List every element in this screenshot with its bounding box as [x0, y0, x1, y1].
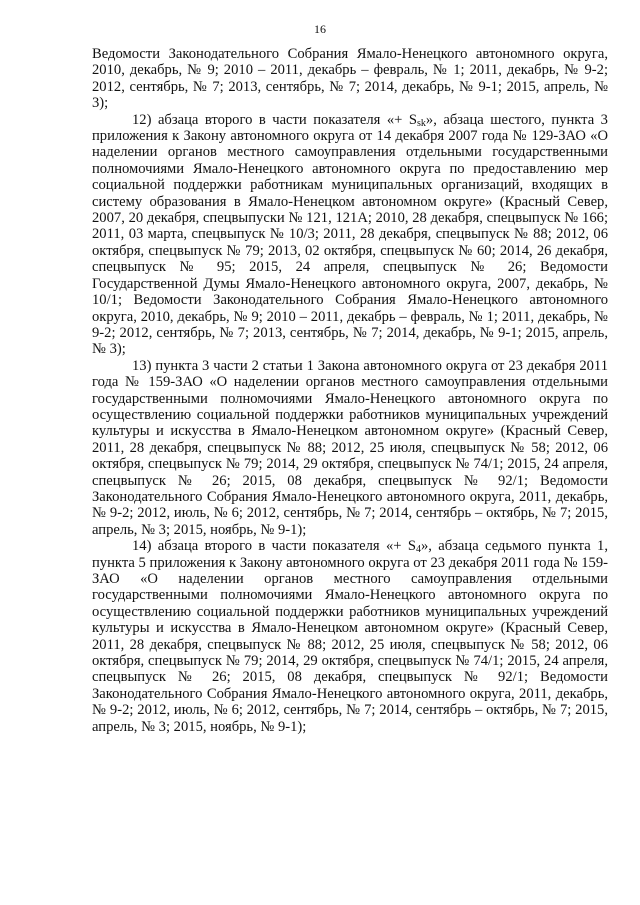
item-14-text-rest: », абзаца седьмого пункта 1, пункта 5 приложения к Закону автономного округа от 23 декабря 2011 года № 159-ЗАО «О наделении органов местного самоуправления отдельными государственными полномочиями Ямало-Ненецкого автономного округа по осуществлению социальной поддержки работников муниципальных учреждений культуры и искусства в Ямало-Ненецком автономном округе» (Красный Север, 2011, 28 декабря, спецвыпуск № 88; 2012, 25 июля, спецвыпуск № 58; 2012, 06 октября, спецвыпуск № 79; 2014, 29 октября, спецвыпуск № 74/1; 2015, 24 апреля, спецвыпуск № 26; 2015, 08 декабря, спецвыпуск № 92/1; Ведомости Законодательного Собрания Ямало-Ненецкого автономного округа, 2011, декабрь, № 9-2; 2012, июль, № 6; 2012, сентябрь, № 7; 2014, сентябрь – октябрь, № 7; 2015, апрель, № 3; 2015, ноябрь, № 9-1);: [92, 538, 608, 735]
item-12-subscript: sk: [417, 117, 426, 129]
item-14-subscript: 4: [415, 544, 421, 556]
paragraph-item-13: 13) пункта 3 части 2 статьи 1 Закона автономного округа от 23 декабря 2011 года № 159-ЗАО «О наделении органов местного самоуправления отдельными государственными полномочиями Ямало-Ненецкого автономного округа по осуществлению социальной поддержки работников муниципальных учреждений культуры и искусства в Ямало-Ненецком автономном округе» (Красный Север, 2011, 28 декабря, спецвыпуск № 88; 2012, 25 июля, спецвыпуск № 58; 2012, 06 октября, спецвыпуск № 79; 2014, 29 октября, спецвыпуск № 74/1; 2015, 24 апреля, спецвыпуск № 26; 2015, 08 декабря, спецвыпуск № 92/1; Ведомости Законодательного Собрания Ямало-Ненецкого автономного округа, 2011, декабрь, № 9-2; 2012, июль, № 6; 2012, сентябрь, № 7; 2014, сентябрь – октябрь, № 7; 2015, апрель, № 3; 2015, ноябрь, № 9-1);: [92, 357, 608, 538]
document-body: [92, 46, 608, 735]
page-number: 16: [314, 22, 326, 36]
item-12-text-start: 12) абзаца второго в части показателя «+ S: [132, 111, 417, 128]
item-14-text-start: 14) абзаца второго в части показателя «+ S: [132, 538, 416, 555]
paragraph-continuation: Ведомости Законодательного Собрания Ямало-Ненецкого автономного округа, 2010, декабрь, № 9; 2010 – 2011, декабрь – февраль, № 1; 2011, декабрь, № 9-2; 2012, сентябрь, № 7; 2013, сентябрь, № 7; 2014, декабрь, № 9-1; 2015, апрель, № 3);: [92, 46, 608, 112]
item-12-text-rest: », абзаца шестого, пункта 3 приложения к Закону автономного округа от 14 декабря 2007 года № 129-ЗАО «О наделении органов местного самоуправления отдельными государственными полномочиями Ямало-Ненецкого автономного округа по предоставлению мер социальной поддержки работникам муниципальных организаций, входящих в систему образования в Ямало-Ненецком автономном округе» (Красный Север, 2007, 20 декабря, спецвыпуски № 121, 121А; 2010, 28 декабря, спецвыпуск № 166; 2011, 03 марта, спецвыпуск № 10/3; 2011, 28 декабря, спецвыпуск № 88; 2012, 06 октября, спецвыпуск № 79; 2013, 02 октября, спецвыпуск № 60; 2014, 26 декабря, спецвыпуск № 95; 2015, 24 апреля, спецвыпуск № 26; Ведомости Государственной Думы Ямало-Ненецкого автономного округа, 2007, декабрь, № 10/1; Ведомости Законодательного Собрания Ямало-Ненецкого автономного округа, 2010, декабрь, № 9; 2010 – 2011, декабрь – февраль, № 1; 2011, декабрь, № 9-2; 2012, сентябрь, № 7; 2013, сентябрь, № 7; 2014, декабрь, № 9-1; 2015, апрель, № 3);: [92, 111, 608, 358]
paragraph-item-12: [92, 112, 608, 358]
paragraph-item-14: [92, 538, 608, 735]
